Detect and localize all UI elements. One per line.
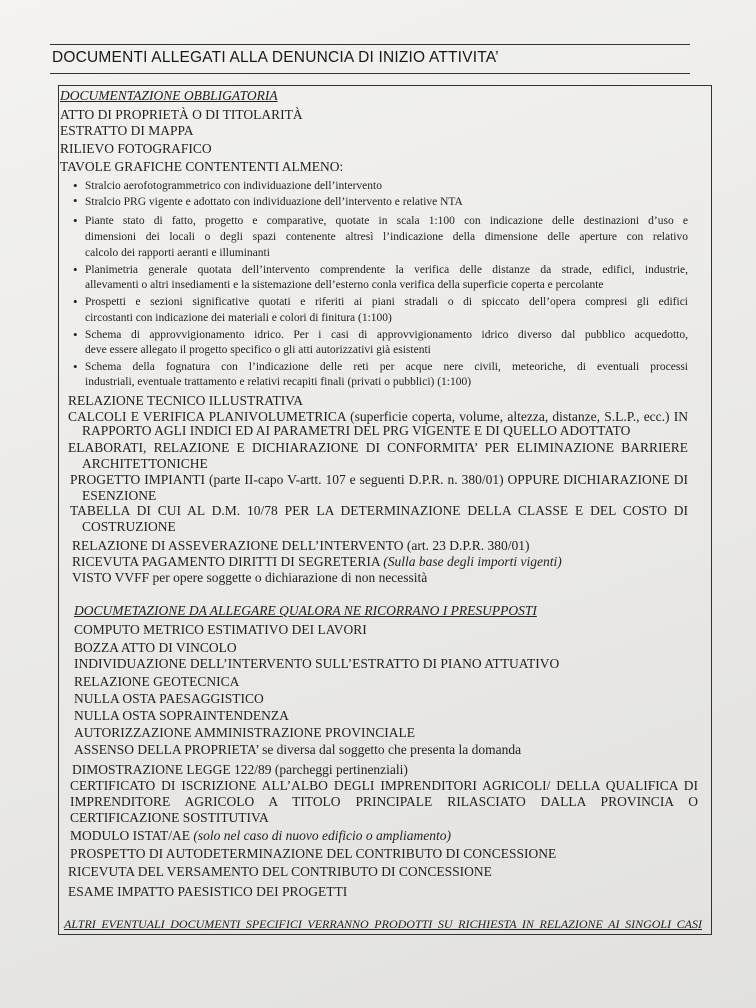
item-visto-vvff: VISTO VVFF per opere soggette o dichiarazione di non necessità (72, 570, 428, 585)
bullet-planimetria-line-1: Planimetria generale quotata dell’intervento comprendente la verifica delle distanze da strade, edifici, industrie, (85, 264, 688, 276)
item-tabella-line-1: TABELLA DI CUI AL D.M. 10/78 PER LA DETERMINAZIONE DELLA CLASSE E DEL COSTO DI (70, 503, 688, 518)
bullet-stralcio-prg: Stralcio PRG vigente e adottato con individuazione dell’intervento e relative NTA (85, 196, 463, 208)
item-relazione-tecnica: RELAZIONE TECNICO ILLUSTRATIVA (68, 393, 303, 408)
item-asseverazione: RELAZIONE DI ASSEVERAZIONE DELL’INTERVENTO (art. 23 D.P.R. 380/01) (72, 538, 530, 553)
bullet-planimetria-line-2: allevamenti o altri insediamenti e la sistemazione dell’esterno conla verifica della superficie coperta e percolante (85, 279, 604, 291)
bullet-fognatura-line-2: industriali, eventuale trattamento e relativi recapiti finali (privati o pubblici) (1:100) (85, 376, 472, 388)
item-bozza-atto: BOZZA ATTO DI VINCOLO (74, 640, 237, 655)
item-impianti-line-1: PROGETTO IMPIANTI (parte II-capo V-artt. 107 e seguenti D.P.R. n. 380/01) OPPURE DICHIARAZIONE DI (70, 472, 688, 487)
item-assenso-proprieta: ASSENSO DELLA PROPRIETA’ se diversa dal soggetto che presenta la domanda (74, 742, 522, 757)
item-nulla-sopraintendenza: NULLA OSTA SOPRAINTENDENZA (74, 708, 289, 723)
item-certificato-line-2: IMPRENDITORE AGRICOLO A TITOLO PRINCIPALE RILASCIATO DALLA PROVINCIA O (70, 794, 698, 809)
bullet-stralcio-aero: Stralcio aerofotogrammetrico con individuazione dell’intervento (85, 180, 382, 192)
modulo-istat-note: (solo nel caso di nuovo edificio o ampliamento) (193, 828, 452, 843)
ricevuta-diritti-note: (Sulla base degli importi vigenti) (383, 554, 562, 569)
top-rule (50, 44, 690, 45)
item-nulla-paesaggistico: NULLA OSTA PAESAGGISTICO (74, 691, 264, 706)
item-elaborati-line-1: ELABORATI, RELAZIONE E DICHIARAZIONE DI CONFORMITA’ PER ELIMINAZIONE BARRIERE (68, 440, 688, 455)
item-certificato-line-3: CERTIFICAZIONE SOSTITUTIVA (70, 810, 269, 825)
section-title-obbligatoria: DOCUMENTAZIONE OBBLIGATORIA (60, 88, 278, 103)
bullet-piante-line-2: dimensioni dei locali o degli spazi contenente altresì l’indicazione della dimensione delle aperture con relativo (85, 231, 688, 243)
bullet-dot: • (73, 193, 78, 208)
item-modulo-istat (70, 828, 451, 844)
bullet-prospetti-line-1: Prospetti e sezioni significative quotati e riferiti ai piani stradali o di spiccato dell’opera compresi gli edifici (85, 296, 688, 308)
item-calcoli-line-2: RAPPORTO AGLI INDICI ED AI PARAMETRI DEL PRG VIGENTE E DI QUELLO ADOTTATO (82, 423, 631, 438)
bullet-piante-line-3: calcolo dei rapporti aeranti e illuminanti (85, 247, 270, 259)
bullet-schema-idrico-line-2: deve essere allegato il progetto specifico o gli atti autorizzativi già esistenti (85, 344, 431, 356)
item-autorizzazione-provinciale: AUTORIZZAZIONE AMMINISTRAZIONE PROVINCIALE (74, 725, 415, 740)
bullet-piante-line-1: Piante stato di fatto, progetto e comparative, quotate in scala 1:100 con indicazione delle destinazioni d’uso e (85, 215, 688, 227)
bullet-dot: • (73, 359, 78, 374)
item-rilievo-fotografico: RILIEVO FOTOGRAFICO (60, 141, 212, 156)
item-estratto-mappa: ESTRATTO DI MAPPA (60, 123, 194, 138)
item-atto-proprieta: ATTO DI PROPRIETÀ O DI TITOLARITÀ (60, 107, 303, 122)
item-impianti-line-2: ESENZIONE (82, 488, 157, 503)
item-dimostrazione-legge: DIMOSTRAZIONE LEGGE 122/89 (parcheggi pertinenziali) (72, 762, 408, 777)
item-esame-impatto: ESAME IMPATTO PAESISTICO DEI PROGETTI (68, 884, 348, 899)
title-underline-rule (50, 73, 690, 74)
bullet-prospetti-line-2: circostanti con indicazione dei materiali e colori di finitura (1:100) (85, 312, 392, 324)
section-title-presupposti: DOCUMETAZIONE DA ALLEGARE QUALORA NE RICORRANO I PRESUPPOSTI (74, 603, 537, 618)
item-tabella-line-2: COSTRUZIONE (82, 519, 176, 534)
item-ricevuta-diritti (72, 554, 562, 570)
bullet-dot: • (73, 294, 78, 309)
document-title: DOCUMENTI ALLEGATI ALLA DENUNCIA DI INIZIO ATTIVITA’ (52, 49, 499, 66)
bullet-schema-idrico-line-1: Schema di approvvigionamento idrico. Per i casi di approvvigionamento idrico diverso dal pubblico acquedotto, (85, 329, 688, 341)
item-ricevuta-versamento: RICEVUTA DEL VERSAMENTO DEL CONTRIBUTO DI CONCESSIONE (68, 864, 492, 879)
ricevuta-diritti-label: RICEVUTA PAGAMENTO DIRITTI DI SEGRETERIA (72, 554, 380, 569)
footer-note: ALTRI EVENTUALI DOCUMENTI SPECIFICI VERRANNO PRODOTTI SU RICHIESTA IN RELAZIONE AI SINGOLI CASI (64, 917, 702, 931)
item-computo: COMPUTO METRICO ESTIMATIVO DEI LAVORI (74, 622, 367, 637)
modulo-istat-label: MODULO ISTAT/AE (70, 828, 191, 843)
item-individuazione: INDIVIDUAZIONE DELL’INTERVENTO SULL’ESTRATTO DI PIANO ATTUATIVO (74, 656, 560, 671)
item-geotecnica: RELAZIONE GEOTECNICA (74, 674, 240, 689)
bullet-dot: • (73, 327, 78, 342)
item-calcoli-line-1: CALCOLI E VERIFICA PLANIVOLUMETRICA (superficie coperta, volume, altezza, distanze, S.L.P., ecc.) IN (68, 409, 688, 424)
bullet-dot: • (73, 213, 78, 228)
item-prospetto-autodeterminazione: PROSPETTO DI AUTODETERMINAZIONE DEL CONTRIBUTO DI CONCESSIONE (70, 846, 557, 861)
item-tavole-grafiche: TAVOLE GRAFICHE CONTENTENTI ALMENO: (60, 159, 344, 174)
item-certificato-line-1: CERTIFICATO DI ISCRIZIONE ALL’ALBO DEGLI IMPRENDITORI AGRICOLI/ DELLA QUALIFICA DI (70, 778, 698, 793)
bullet-dot: • (73, 262, 78, 277)
bullet-dot: • (73, 178, 78, 193)
bullet-fognatura-line-1: Schema della fognatura con l’indicazione delle reti per acque nere civili, meteoriche, di eventuali processi (85, 361, 688, 373)
item-elaborati-line-2: ARCHITETTONICHE (82, 456, 208, 471)
